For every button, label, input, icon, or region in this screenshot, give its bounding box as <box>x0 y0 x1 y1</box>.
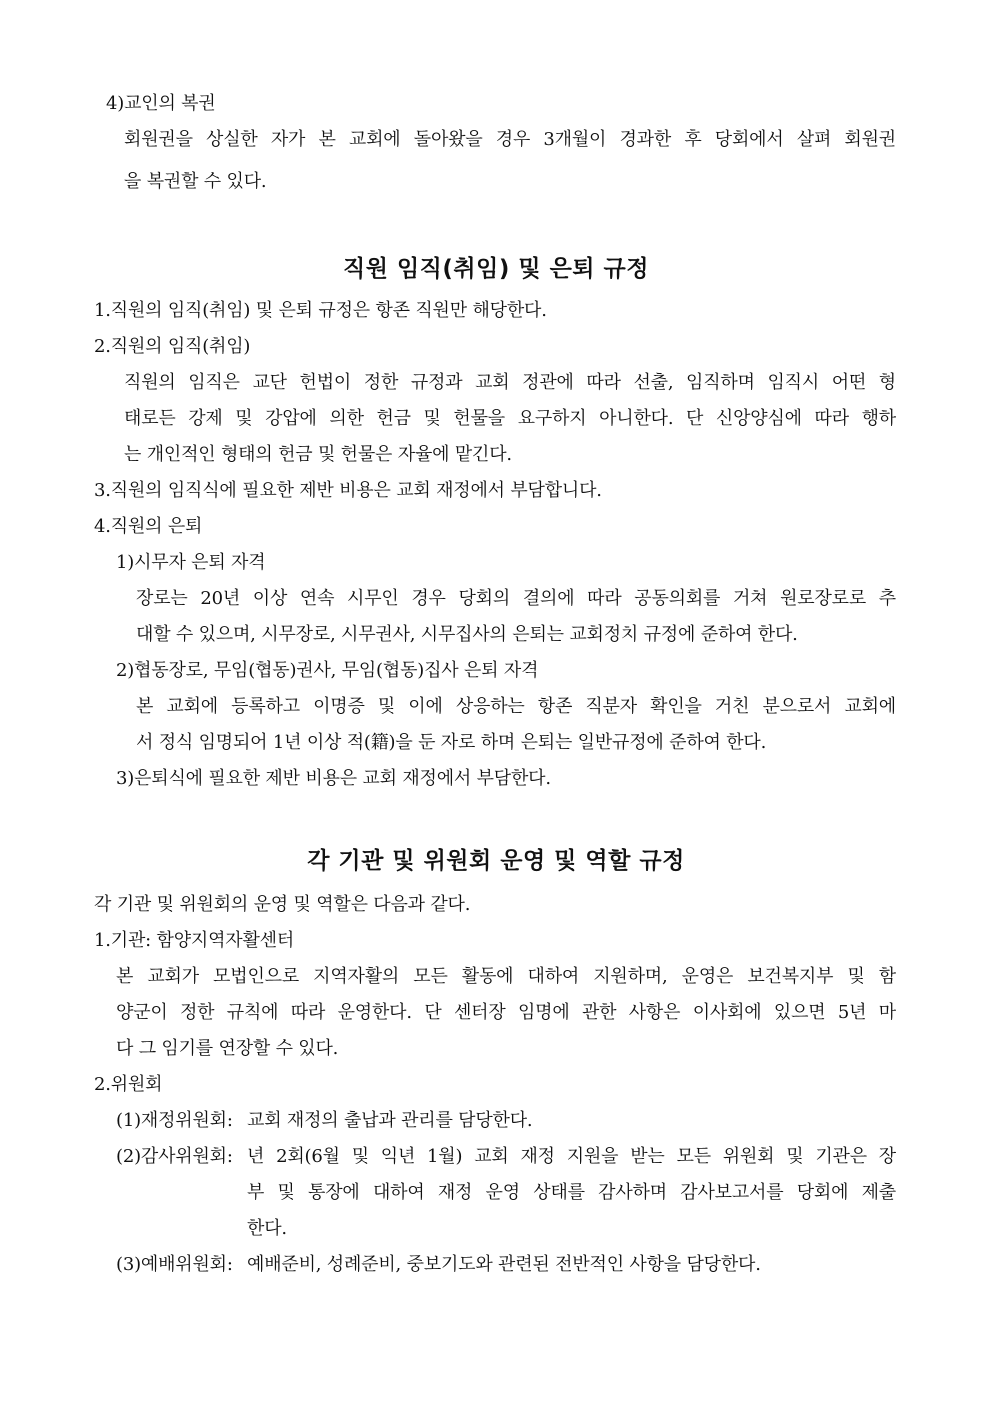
paragraph-line: 회원권을 상실한 자가 본 교회에 돌아왔을 경우 3개월이 경과한 후 당회에서 살펴 회원권 <box>124 129 896 150</box>
paragraph-line: 본 교회가 모법인으로 지역자활의 모든 활동에 대하여 지원하며, 운영은 보건복지부 및 함 <box>116 966 896 987</box>
sub-item-title: 2)협동장로, 무임(협동)권사, 무임(협동)집사 은퇴 자격 <box>116 660 539 681</box>
numbered-item: 1.직원의 임직(취임) 및 은퇴 규정은 항존 직원만 해당한다. <box>94 300 547 321</box>
intro-line: 각 기관 및 위원회의 운영 및 역할은 다음과 같다. <box>94 894 471 915</box>
committee-description: 부 및 통장에 대하여 재정 운영 상태를 감사하며 감사보고서를 당회에 제출 <box>247 1182 896 1203</box>
committee-label-worship: (3)예배위원회: <box>116 1254 233 1275</box>
committee-label-audit: (2)감사위원회: <box>116 1146 233 1167</box>
paragraph-line: 장로는 20년 이상 연속 시무인 경우 당회의 결의에 따라 공동의회를 거쳐 원로장로로 추 <box>136 588 896 609</box>
numbered-item: 1.기관: 함양지역자활센터 <box>94 930 295 951</box>
committee-description: 교회 재정의 출납과 관리를 담당한다. <box>247 1110 533 1131</box>
numbered-item: 4.직원의 은퇴 <box>94 516 203 537</box>
paragraph-line: 대할 수 있으며, 시무장로, 시무권사, 시무집사의 은퇴는 교회정치 규정에 준하여 한다. <box>136 624 798 645</box>
numbered-item: 2.직원의 임직(취임) <box>94 336 251 357</box>
section-heading-organizations-committees: 각 기관 및 위원회 운영 및 역할 규정 <box>307 848 685 874</box>
section-heading-appointment-retirement: 직원 임직(취임) 및 은퇴 규정 <box>343 256 649 282</box>
paragraph-line: 을 복권할 수 있다. <box>124 171 267 192</box>
paragraph-line: 다 그 임기를 연장할 수 있다. <box>116 1038 339 1059</box>
paragraph-line: 직원의 임직은 교단 헌법이 정한 규정과 교회 정관에 따라 선출, 임직하며 임직시 어떤 형 <box>124 372 896 393</box>
committee-description: 예배준비, 성례준비, 중보기도와 관련된 전반적인 사항을 담당한다. <box>247 1254 761 1275</box>
paragraph-line: 서 정식 임명되어 1년 이상 적(籍)을 둔 자로 하며 은퇴는 일반규정에 준하여 한다. <box>136 732 767 753</box>
sub-item-title: 4)교인의 복권 <box>106 93 216 114</box>
numbered-item: 2.위원회 <box>94 1074 163 1095</box>
sub-item-title: 1)시무자 은퇴 자격 <box>116 552 266 573</box>
committee-description: 한다. <box>247 1218 287 1239</box>
sub-item-title: 3)은퇴식에 필요한 제반 비용은 교회 재정에서 부담한다. <box>116 768 551 789</box>
paragraph-line: 본 교회에 등록하고 이명증 및 이에 상응하는 항존 직분자 확인을 거친 분으로서 교회에 <box>136 696 896 717</box>
paragraph-line: 태로든 강제 및 강압에 의한 헌금 및 헌물을 요구하지 아니한다. 단 신앙양심에 따라 행하 <box>124 408 896 429</box>
paragraph-line: 는 개인적인 형태의 헌금 및 헌물은 자율에 맡긴다. <box>124 444 512 465</box>
committee-description: 년 2회(6월 및 익년 1월) 교회 재정 지원을 받는 모든 위원회 및 기관은 장 <box>247 1146 896 1167</box>
committee-label-finance: (1)재정위원회: <box>116 1110 233 1131</box>
paragraph-line: 양군이 정한 규칙에 따라 운영한다. 단 센터장 임명에 관한 사항은 이사회에 있으면 5년 마 <box>116 1002 896 1023</box>
numbered-item: 3.직원의 임직식에 필요한 제반 비용은 교회 재정에서 부담합니다. <box>94 480 602 501</box>
